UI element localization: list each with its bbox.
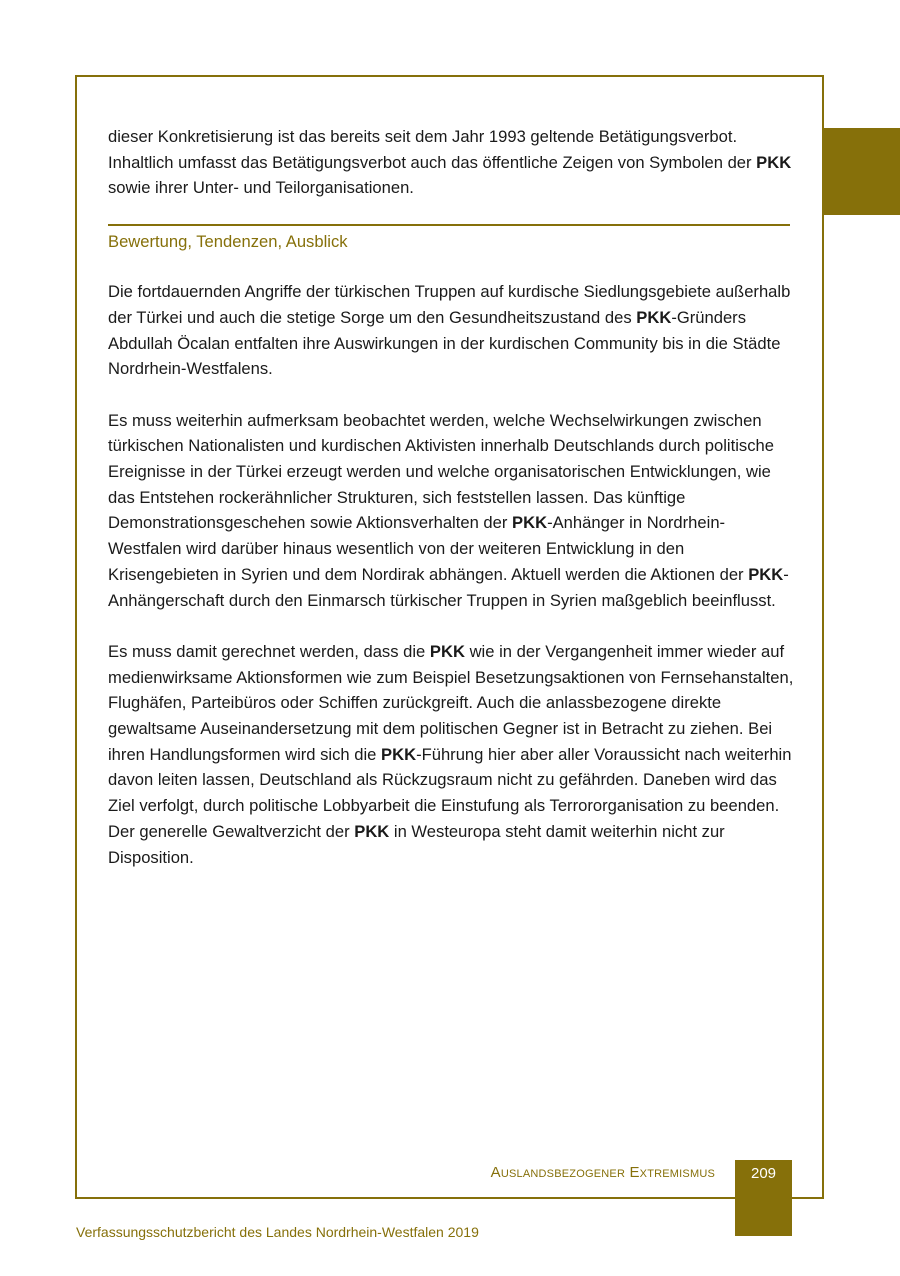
chapter-tab-marker xyxy=(823,128,900,215)
intro-paragraph xyxy=(108,124,798,201)
paragraph-2-text: Es muss weiterhin aufmerksam beobachtet werden, welche Wechselwirkungen zwischen türkischen Nationalisten und kurdischen Aktivisten innerhalb Deutschlands durch politische Ereignisse in der Türkei erzeugt werden und welche organisatorischen Entwicklungen, wie das Entstehen rockerähnlicher Strukturen, sich feststellen lassen. Das künftige Demonstrationsgeschehen sowie Aktionsverhalten der xyxy=(108,410,774,533)
pkk-bold: PKK xyxy=(756,152,792,172)
pkk-bold: PKK xyxy=(636,307,672,327)
paragraph-3-text: Es muss damit gerechnet werden, dass die xyxy=(108,641,430,661)
paragraph-2 xyxy=(108,408,798,614)
paragraph-1-text-end: -Gründers Abdullah Öcalan entfalten ihre Auswirkungen in der kurdischen Community bis in die Städte Nordrhein-Westfalens. xyxy=(108,307,781,379)
section-divider xyxy=(108,224,790,226)
paragraph-2-text-mid: -Anhänger in Nordrhein-Westfalen wird darüber hinaus wesentlich von der weiteren Entwicklung in den Krisengebieten in Syrien und dem Nordirak abhängen. Aktuell werden die Aktionen der xyxy=(108,513,749,584)
main-text-column xyxy=(108,124,798,870)
paragraph-3-text-mid2: -Führung hier aber aller Voraussicht nach weiterhin davon leiten lassen, Deutschland als Rückzugsraum nicht zu gefährden. Daneben wird das Ziel verfolgt, durch politische Lobbyarbeit die Einstufung als Terrororganisation zu beenden. Der generelle Gewaltverzicht der xyxy=(108,744,792,841)
footer-publication-title: Verfassungsschutzbericht des Landes Nordrhein-Westfalen 2019 xyxy=(76,1224,479,1240)
intro-text: dieser Konkretisierung ist das bereits seit dem Jahr 1993 geltende Betätigungsverbot. Inhaltlich umfasst das Betätigungsverbot auch das öffentliche Zeigen von Symbolen der xyxy=(108,127,757,172)
pkk-bold: PKK xyxy=(748,564,784,584)
running-head: Auslandsbezogener Extremismus xyxy=(490,1164,715,1181)
paragraph-1-text: Die fortdauernden Angriffe der türkischen Truppen auf kurdische Siedlungsgebiete außerhalb der Türkei und auch die stetige Sorge um den Gesundheitszustand des xyxy=(108,282,791,327)
section-heading: Bewertung, Tendenzen, Ausblick xyxy=(108,232,348,252)
paragraph-3-text-mid: wie in der Vergangenheit immer wieder auf medienwirksame Aktionsformen wie zum Beispiel Besetzungsaktionen von Fernsehanstalten, Flughäfen, Parteibüros oder Schiffen zurückgreift. Auch die anlassbezogene direkte gewaltsame Auseinandersetzung mit dem politischen Gegner ist in Betracht zu ziehen. Bei ihren Handlungsformen wird sich die xyxy=(108,641,794,764)
paragraph-1 xyxy=(108,279,798,382)
pkk-bold: PKK xyxy=(512,513,548,533)
pkk-bold: PKK xyxy=(354,821,390,841)
intro-text-end: sowie ihrer Unter- und Teilorganisationen. xyxy=(108,178,414,198)
pkk-bold: PKK xyxy=(429,641,465,661)
paragraph-3-text-end: in Westeuropa steht damit weiterhin nicht zur Disposition. xyxy=(108,821,725,867)
page-number: 209 xyxy=(750,1165,777,1182)
paragraph-3 xyxy=(108,639,798,870)
pkk-bold: PKK xyxy=(381,744,417,764)
paragraph-2-text-end: -Anhängerschaft durch den Einmarsch türkischer Truppen in Syrien maßgeblich beeinflusst. xyxy=(108,564,789,610)
heading-spacer xyxy=(108,254,798,279)
